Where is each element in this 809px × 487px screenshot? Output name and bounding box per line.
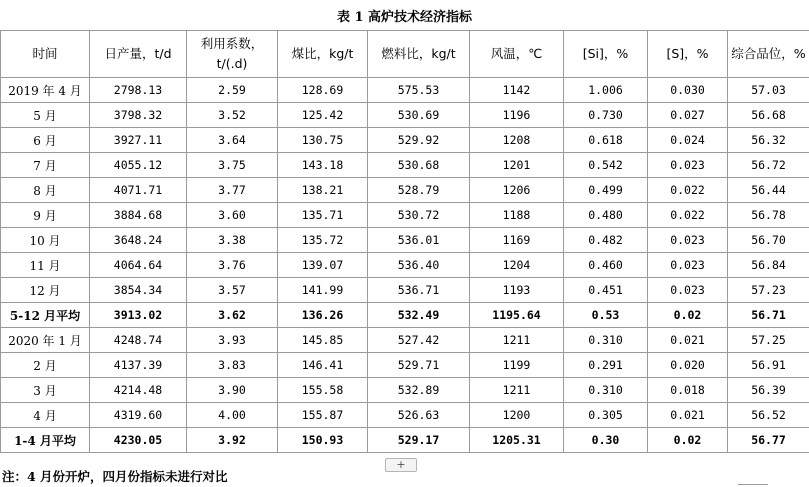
table-cell: 0.023 <box>648 228 728 253</box>
table-cell: 0.542 <box>564 153 648 178</box>
table-cell: 10 月 <box>1 228 90 253</box>
table-cell: 1200 <box>470 403 564 428</box>
table-cell: 3.57 <box>187 278 278 303</box>
average-row <box>1 428 809 453</box>
table-cell: 0.482 <box>564 228 648 253</box>
table-cell: 0.027 <box>648 103 728 128</box>
table-cell: 0.310 <box>564 328 648 353</box>
table-row <box>1 103 809 128</box>
table-cell: 4214.48 <box>90 378 187 403</box>
table-cell: 56.32 <box>728 128 809 153</box>
table-cell: 128.69 <box>278 78 368 103</box>
table-cell: 3.38 <box>187 228 278 253</box>
table-cell: 532.49 <box>368 303 470 328</box>
table-cell: 0.499 <box>564 178 648 203</box>
table-cell: 3854.34 <box>90 278 187 303</box>
table-cell: 536.40 <box>368 253 470 278</box>
table-row <box>1 278 809 303</box>
table-cell: 143.18 <box>278 153 368 178</box>
table-cell: 3884.68 <box>90 203 187 228</box>
table-cell: 530.69 <box>368 103 470 128</box>
table-row <box>1 403 809 428</box>
table-cell: 56.52 <box>728 403 809 428</box>
table-header-row <box>1 31 809 78</box>
table-cell: 0.305 <box>564 403 648 428</box>
table-cell: 575.53 <box>368 78 470 103</box>
table-cell: 1206 <box>470 178 564 203</box>
table-cell: 0.018 <box>648 378 728 403</box>
table-cell: 57.25 <box>728 328 809 353</box>
table-cell: 3648.24 <box>90 228 187 253</box>
col-header-grade: 综合品位，% <box>728 31 809 78</box>
table-cell: 4064.64 <box>90 253 187 278</box>
table-cell: 0.022 <box>648 178 728 203</box>
table-cell: 0.024 <box>648 128 728 153</box>
table-cell: 125.42 <box>278 103 368 128</box>
table-cell: 0.291 <box>564 353 648 378</box>
table-cell: 3.90 <box>187 378 278 403</box>
table-cell: 1142 <box>470 78 564 103</box>
table-cell: 56.77 <box>728 428 809 453</box>
table-cell: 0.023 <box>648 253 728 278</box>
table-cell: 11 月 <box>1 253 90 278</box>
table-row <box>1 353 809 378</box>
table-cell: 3927.11 <box>90 128 187 153</box>
table-cell: 56.44 <box>728 178 809 203</box>
table-cell: 138.21 <box>278 178 368 203</box>
table-cell: 56.70 <box>728 228 809 253</box>
table-cell: 1208 <box>470 128 564 153</box>
table-cell: 1-4 月平均 <box>1 428 90 453</box>
table-cell: 0.730 <box>564 103 648 128</box>
table-cell: 0.020 <box>648 353 728 378</box>
table-cell: 536.01 <box>368 228 470 253</box>
table-cell: 529.17 <box>368 428 470 453</box>
table-cell: 4137.39 <box>90 353 187 378</box>
table-row <box>1 228 809 253</box>
table-cell: 0.023 <box>648 278 728 303</box>
table-cell: 0.022 <box>648 203 728 228</box>
table-cell: 135.71 <box>278 203 368 228</box>
table-cell: 3798.32 <box>90 103 187 128</box>
table-cell: 3.64 <box>187 128 278 153</box>
table-cell: 3.75 <box>187 153 278 178</box>
table-cell: 526.63 <box>368 403 470 428</box>
table-cell: 1193 <box>470 278 564 303</box>
table-cell: 7 月 <box>1 153 90 178</box>
table-row <box>1 78 809 103</box>
table-cell: 3.92 <box>187 428 278 453</box>
col-header-silicon: [Si]，% <box>564 31 648 78</box>
table-cell: 4055.12 <box>90 153 187 178</box>
table-cell: 57.23 <box>728 278 809 303</box>
table-cell: 3.93 <box>187 328 278 353</box>
table-cell: 2020 年 1 月 <box>1 328 90 353</box>
table-cell: 0.021 <box>648 403 728 428</box>
table-cell: 1205.31 <box>470 428 564 453</box>
table-cell: 56.84 <box>728 253 809 278</box>
table-cell: 9 月 <box>1 203 90 228</box>
table-cell: 527.42 <box>368 328 470 353</box>
table-cell: 3.60 <box>187 203 278 228</box>
table-row <box>1 378 809 403</box>
table-cell: 529.92 <box>368 128 470 153</box>
table-row <box>1 128 809 153</box>
table-cell: 2798.13 <box>90 78 187 103</box>
table-cell: 3.62 <box>187 303 278 328</box>
table-cell: 0.02 <box>648 428 728 453</box>
table-cell: 57.03 <box>728 78 809 103</box>
table-cell: 0.310 <box>564 378 648 403</box>
table-cell: 0.030 <box>648 78 728 103</box>
table-cell: 5 月 <box>1 103 90 128</box>
table-cell: 155.87 <box>278 403 368 428</box>
table-cell: 136.26 <box>278 303 368 328</box>
table-cell: 0.30 <box>564 428 648 453</box>
table-cell: 1204 <box>470 253 564 278</box>
col-header-sulfur: [S]，% <box>648 31 728 78</box>
table-cell: 56.72 <box>728 153 809 178</box>
table-cell: 0.460 <box>564 253 648 278</box>
table-cell: 2019 年 4 月 <box>1 78 90 103</box>
table-cell: 1199 <box>470 353 564 378</box>
table-cell: 530.68 <box>368 153 470 178</box>
table-cell: 3.77 <box>187 178 278 203</box>
table-cell: 1195.64 <box>470 303 564 328</box>
divider <box>738 484 768 485</box>
col-header-fuel-ratio: 燃料比，kg/t <box>368 31 470 78</box>
table-cell: 1169 <box>470 228 564 253</box>
col-header-utilization-coefficient: 利用系数，t/(.d) <box>187 31 278 78</box>
table-cell: 0.53 <box>564 303 648 328</box>
table-cell: 155.58 <box>278 378 368 403</box>
table-cell: 4248.74 <box>90 328 187 353</box>
table-cell: 0.618 <box>564 128 648 153</box>
table-cell: 145.85 <box>278 328 368 353</box>
table-cell: 4 月 <box>1 403 90 428</box>
col-header-coal-ratio: 煤比，kg/t <box>278 31 368 78</box>
table-cell: 536.71 <box>368 278 470 303</box>
table-cell: 1196 <box>470 103 564 128</box>
col-header-daily-output: 日产量，t/d <box>90 31 187 78</box>
table-cell: 3913.02 <box>90 303 187 328</box>
table-title: 表 1 高炉技术经济指标 <box>336 10 473 25</box>
table-cell: 3.76 <box>187 253 278 278</box>
table-cell: 139.07 <box>278 253 368 278</box>
table-cell: 4230.05 <box>90 428 187 453</box>
table-row <box>1 203 809 228</box>
table-cell: 3.83 <box>187 353 278 378</box>
table-cell: 0.480 <box>564 203 648 228</box>
table-cell: 12 月 <box>1 278 90 303</box>
table-cell: 56.71 <box>728 303 809 328</box>
table-cell: 135.72 <box>278 228 368 253</box>
table-cell: 2 月 <box>1 353 90 378</box>
table-cell: 1201 <box>470 153 564 178</box>
table-cell: 8 月 <box>1 178 90 203</box>
table-cell: 150.93 <box>278 428 368 453</box>
table-row <box>1 178 809 203</box>
table-cell: 4.00 <box>187 403 278 428</box>
table-row <box>1 328 809 353</box>
table-cell: 6 月 <box>1 128 90 153</box>
blast-furnace-indicators-table <box>0 30 809 453</box>
table-cell: 3 月 <box>1 378 90 403</box>
table-cell: 146.41 <box>278 353 368 378</box>
table-cell: 56.39 <box>728 378 809 403</box>
table-row <box>1 153 809 178</box>
col-header-blast-temperature: 风温，℃ <box>470 31 564 78</box>
table-cell: 56.91 <box>728 353 809 378</box>
table-cell: 4319.60 <box>90 403 187 428</box>
table-cell: 530.72 <box>368 203 470 228</box>
table-cell: 4071.71 <box>90 178 187 203</box>
add-row-button[interactable]: + <box>385 458 417 472</box>
table-cell: 1.006 <box>564 78 648 103</box>
table-cell: 528.79 <box>368 178 470 203</box>
table-cell: 0.02 <box>648 303 728 328</box>
table-cell: 3.52 <box>187 103 278 128</box>
table-note: 注：4 月份开炉，四月份指标未进行对比 <box>2 469 228 484</box>
table-cell: 529.71 <box>368 353 470 378</box>
average-row <box>1 303 809 328</box>
table-cell: 5-12 月平均 <box>1 303 90 328</box>
table-cell: 141.99 <box>278 278 368 303</box>
table-cell: 130.75 <box>278 128 368 153</box>
table-cell: 1211 <box>470 378 564 403</box>
table-cell: 56.68 <box>728 103 809 128</box>
table-row <box>1 253 809 278</box>
table-cell: 1188 <box>470 203 564 228</box>
table-cell: 532.89 <box>368 378 470 403</box>
table-cell: 2.59 <box>187 78 278 103</box>
table-cell: 1211 <box>470 328 564 353</box>
col-header-time: 时间 <box>1 31 90 78</box>
table-cell: 0.021 <box>648 328 728 353</box>
table-cell: 56.78 <box>728 203 809 228</box>
table-body <box>1 78 809 453</box>
table-cell: 0.023 <box>648 153 728 178</box>
table-cell: 0.451 <box>564 278 648 303</box>
